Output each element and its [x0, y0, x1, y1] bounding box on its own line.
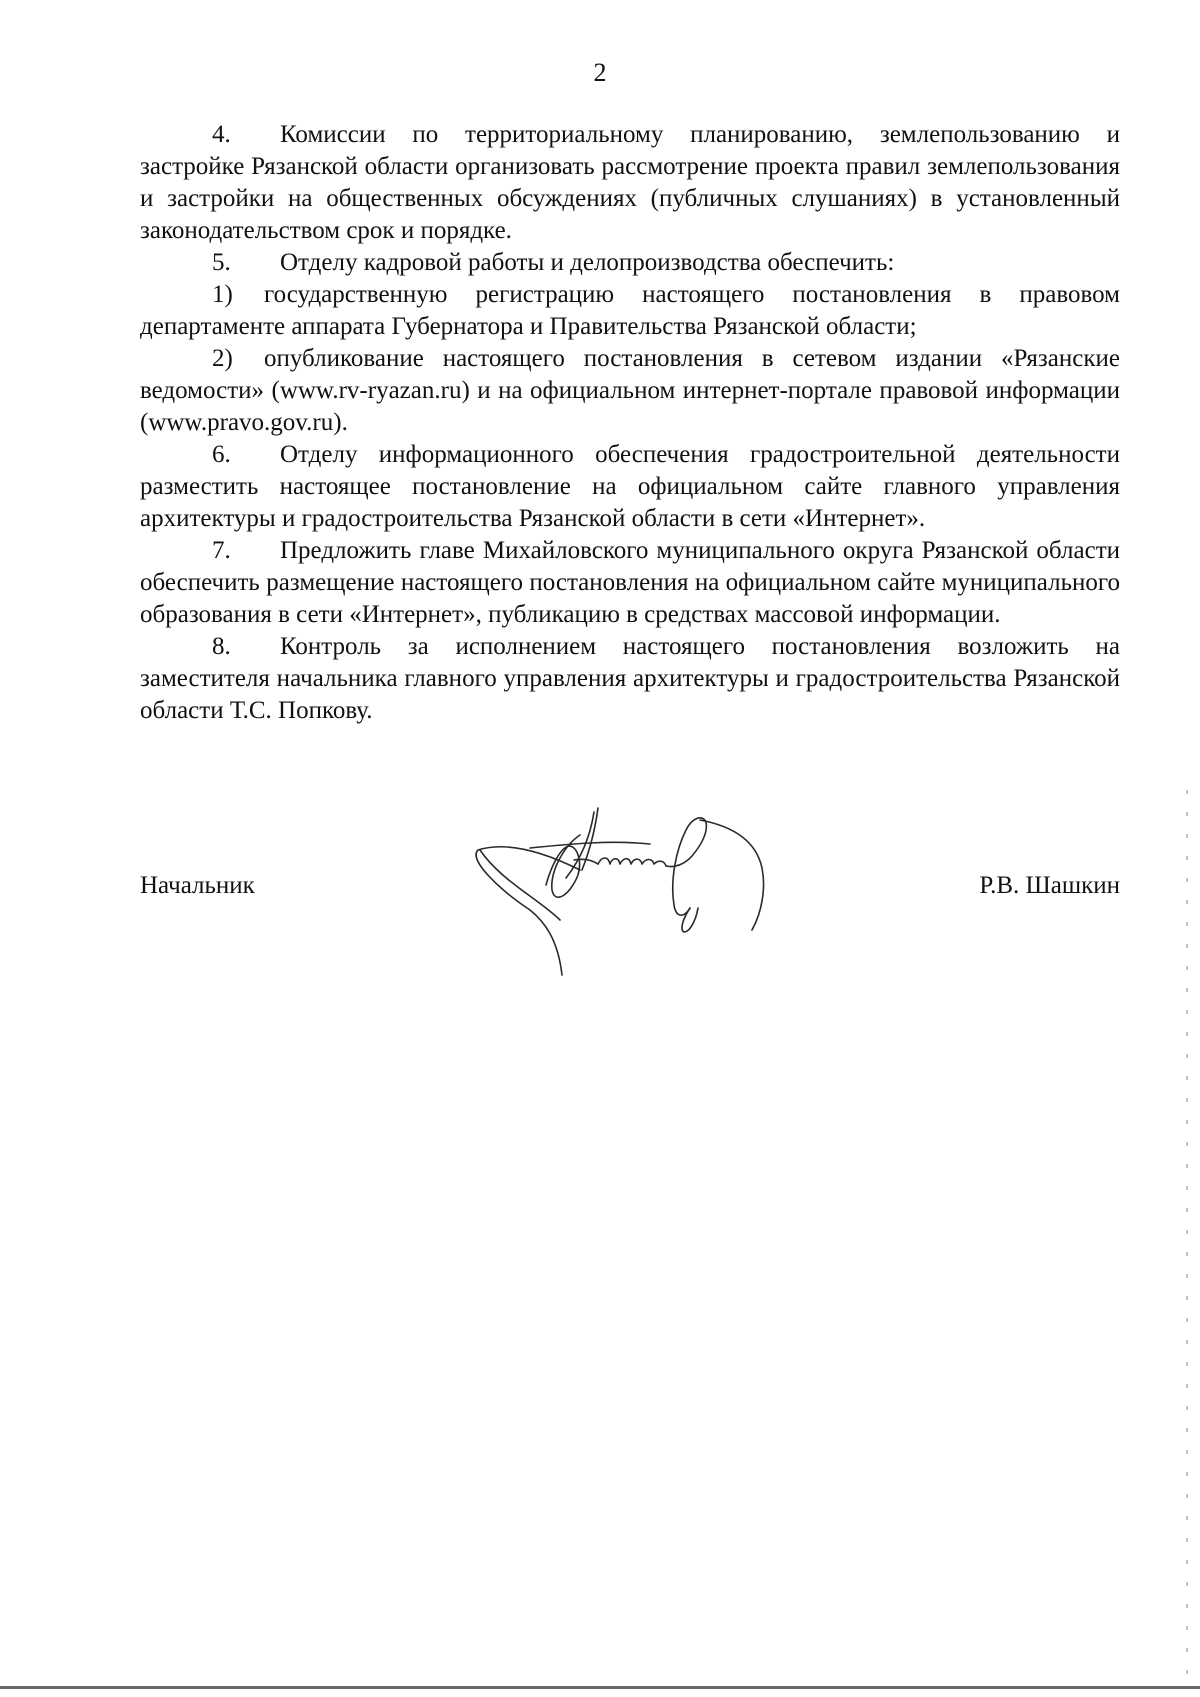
signer-position: Начальник — [140, 872, 255, 899]
paragraph-number: 6. — [212, 441, 231, 468]
paragraph-text: государственную регистрацию настоящего постановления в правовом департаменте аппарата Губернатора и Правительства Рязанской области; — [140, 281, 1120, 340]
handwritten-signature — [470, 800, 870, 990]
paragraph-text: Отделу кадровой работы и делопроизводства обеспечить: — [280, 249, 895, 276]
paragraph-text: Предложить главе Михайловского муниципального округа Рязанской области обеспечить размещение настоящего постановления на официальном сайте муниципального образования в сети «Интернет», публикацию в средствах массовой информации. — [140, 537, 1120, 628]
subparagraph-number: 2) — [212, 345, 233, 372]
subparagraph-2 — [140, 343, 1120, 439]
paragraph-text: Отделу информационного обеспечения градостроительной деятельности разместить настоящее постановление на официальном сайте главного управления архитектуры и градостроительства Рязанской области в сети «Интернет». — [140, 441, 1120, 532]
subparagraph-1 — [140, 279, 1120, 343]
paragraph-text: опубликование настоящего постановления в сетевом издании «Рязанские ведомости» (www.rv-ryazan.ru) и на официальном интернет-портале правовой информации (www.pravo.gov.ru). — [140, 345, 1120, 436]
paragraph-4 — [140, 119, 1120, 247]
paragraph-5 — [140, 247, 1120, 279]
paragraph-text: Контроль за исполнением настоящего постановления возложить на заместителя начальника главного управления архитектуры и градостроительства Рязанской области Т.С. Попкову. — [140, 633, 1120, 724]
paragraph-number: 8. — [212, 633, 231, 660]
paragraph-6 — [140, 439, 1120, 535]
subparagraph-number: 1) — [212, 281, 233, 308]
paragraph-number: 7. — [212, 537, 231, 564]
signer-name: Р.В. Шашкин — [979, 872, 1120, 899]
paragraph-text: Комиссии по территориальному планированию, землепользованию и застройке Рязанской области организовать рассмотрение проекта правил землепользования и застройки на общественных обсуждениях (публичных слушаниях) в установленный законодательством срок и порядке. — [140, 121, 1120, 244]
scan-margin-marks — [1186, 790, 1188, 1690]
paragraph-number: 4. — [212, 121, 231, 148]
document-body — [140, 119, 1120, 727]
paragraph-8 — [140, 631, 1120, 727]
paragraph-7 — [140, 535, 1120, 631]
scan-bottom-edge — [0, 1686, 1200, 1689]
paragraph-number: 5. — [212, 249, 231, 276]
page-number: 2 — [593, 58, 607, 87]
